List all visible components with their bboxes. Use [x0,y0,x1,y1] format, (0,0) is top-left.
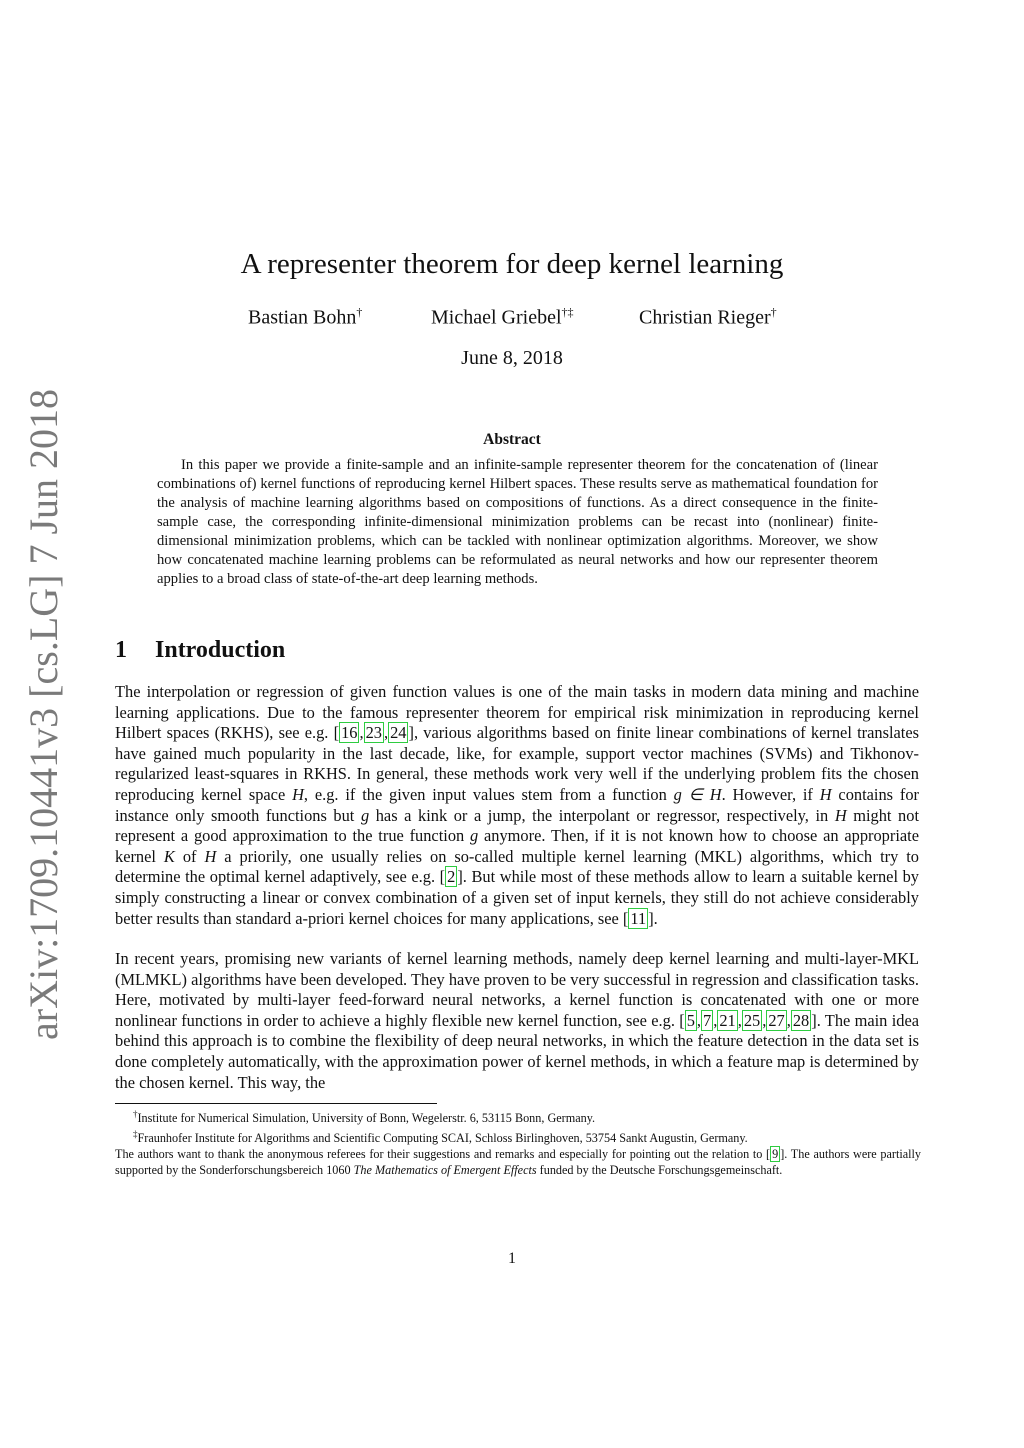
footnote-divider [115,1103,437,1104]
section-number: 1 [115,637,127,663]
arxiv-identifier-stamp: arXiv:1709.10441v3 [cs.LG] 7 Jun 2018 [21,388,66,1040]
section-heading-introduction [115,637,285,664]
citation-link[interactable]: 7 [703,1010,712,1030]
footnotes [115,1106,921,1178]
author-rieger: Christian Rieger† [639,305,777,329]
author-bohn: Bastian Bohn† [248,305,363,329]
intro-paragraph-2: In recent years, promising new variants of kernel learning methods, namely deep kernel learning and multi-layer-MKL (MLMKL) algorithms have been developed. They have proven to be very successful in regression and classification tasks. Here, motivated by multi-layer feed-forward neural networks, a kernel function is concatenated with one or more nonlinear functions in order to achieve a highly flexible new kernel function, see e.g. [ 5 , 7 , 21 , 25 , 27 , 28 ]. The main idea behind this approach is to combine the flexibility of deep neural networks, in which the feature detection in the data set is done completely automatically, with the approximation power of kernel methods, in which a feature map is determined by the chosen kernel. This way, the [115,949,919,1092]
paper-title: A representer theorem for deep kernel learning [240,248,784,280]
author-list [0,305,1024,335]
citation-link[interactable]: 5 [686,1010,695,1030]
page-number: 1 [508,1250,516,1267]
citation-link[interactable]: 2 [447,867,456,887]
author-griebel: Michael Griebel†‡ [431,305,574,329]
abstract-text: In this paper we provide a finite-sample and an infinite-sample representer theorem for the concatenation of (linear combinations of) kernel functions of reproducing kernel Hilbert spaces. These results serve as mathematical foundation for the analysis of machine learning algorithms based on compositions of functions. As a direct consequence in the finite-sample case, the corresponding infinite-dimensional minimization problems can be recast into (nonlinear) finite-dimensional minimization problems, which can be tackled with nonlinear optimization algorithms. Moreover, we show how concatenated machine learning problems can be reformulated as neural networks and how our representer theorem applies to a broad class of state-of-the-art deep learning methods. [157,457,878,587]
intro-paragraph-1: The interpolation or regression of given function values is one of the main tasks in modern data mining and machine learning applications. Due to the famous representer theorem for empirical risk minimization in reproducing kernel Hilbert spaces (RKHS), see e.g. [ 16 , 23 , 24 ], various algorithms based on finite linear combinations of kernel translates have gained much popularity in the last decade, like, for example, support vector machines (SVMs) and Tikhonov-regularized least-squares in RKHS. In general, these methods work very well if the underlying problem fits the chosen reproducing kernel space H, e.g. if the given input values stem from a function g ∈ H. However, if H contains for instance only smooth functions but g has a kink or a jump, the interpolant or regressor, respectively, in H might not represent a good approximation to the true function g anymore. Then, if it is not known how to choose an appropriate kernel K of H a priorily, one usually relies on so-called multiple kernel learning (MKL) algorithms, which try to determine the optimal kernel adaptively, see e.g. [ 2 ]. But while most of these methods allow to learn a suitable kernel by simply constructing a linear or convex combination of a given set of input kernels, they still do not achieve considerably better results than standard a-priori kernel choices for many applications, see [ 11 ]. [115,682,920,928]
citation-link[interactable]: 16 [341,723,358,743]
footnote-acknowledgement: The authors want to thank the anonymous referees for their suggestions and remarks and especially for pointing out the relation to [ 9 ]. The authors were partially supported by the Sonderforschungsbereich 1060 The Mathematics of Emergent Effects funded by the Deutsche Forschungsgemeinschaft. [115,1147,922,1178]
citation-link[interactable]: 21 [719,1010,736,1030]
citation-link[interactable]: 24 [390,723,407,743]
section-title: Introduction [155,637,286,663]
footnote-affiliation-1: †Institute for Numerical Simulation, University of Bonn, Wegelerstr. 6, 53115 Bonn, Germany. [133,1109,596,1126]
citation-link[interactable]: 25 [743,1010,761,1030]
citation-link[interactable]: 11 [630,908,647,928]
citation-link[interactable]: 9 [772,1147,779,1162]
citation-link[interactable]: 23 [365,723,382,743]
publication-date: June 8, 2018 [461,347,563,369]
citation-link[interactable]: 27 [768,1010,785,1030]
citation-link[interactable]: 28 [792,1010,810,1030]
footnote-affiliation-2: ‡Fraunhofer Institute for Algorithms and Scientific Computing SCAI, Schloss Birlinghoven, 53754 Sankt Augustin, Germany. [133,1129,748,1146]
abstract-heading: Abstract [483,431,541,448]
